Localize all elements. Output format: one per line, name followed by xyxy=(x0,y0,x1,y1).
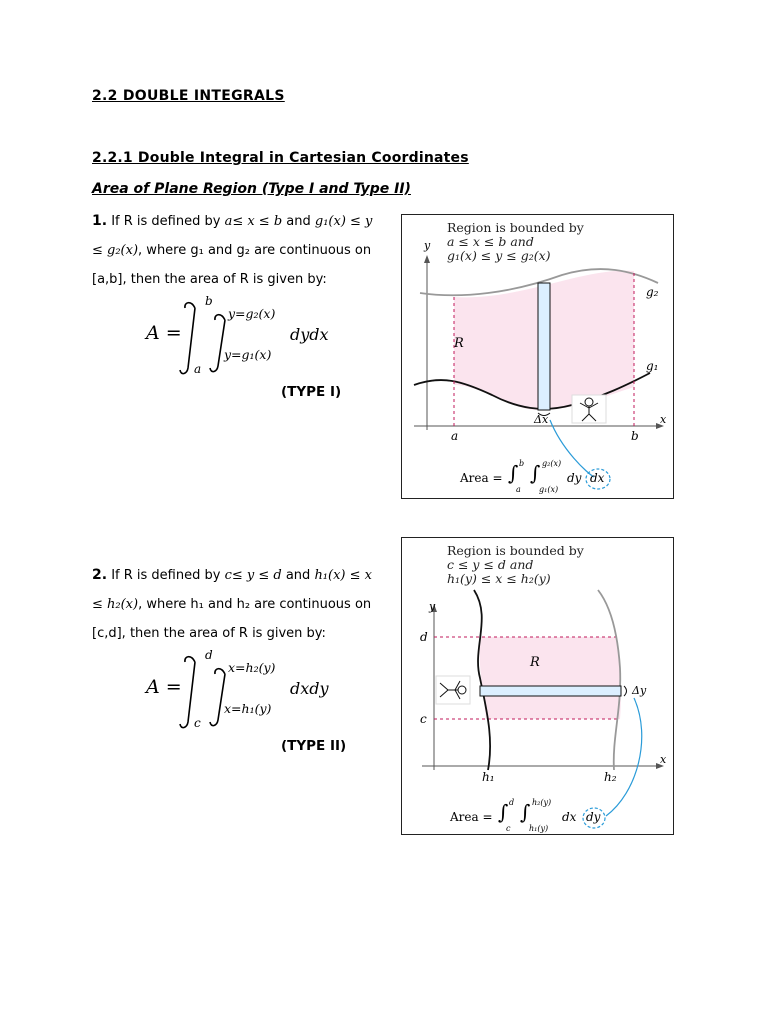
area-upper-inner: h₂(y) xyxy=(532,798,552,807)
x-axis-label: x xyxy=(660,753,667,766)
area-dx: dx xyxy=(562,810,577,824)
lower-limit-outer: a xyxy=(194,362,202,376)
lower-limit-inner: y=g₁(x) xyxy=(224,347,272,362)
upper-limit-outer: b xyxy=(205,294,213,308)
area-lower-outer: a xyxy=(516,485,521,494)
caption-line: a ≤ x ≤ b and xyxy=(447,234,534,249)
upper-limit-outer: d xyxy=(205,648,213,662)
area-lower-inner: h₁(y) xyxy=(529,824,549,833)
horizontal-strip xyxy=(480,686,621,696)
type1-formula xyxy=(140,292,370,382)
figure-area-formula xyxy=(460,461,660,495)
type2-number: 2. xyxy=(92,567,108,583)
type2-text-b: and xyxy=(281,568,315,583)
type2-text-c: , where h₁ and h₂ are continuous on [c,d], then the area of R is given by: xyxy=(92,597,372,641)
c-label: c xyxy=(420,712,427,726)
y-axis-label: y xyxy=(424,239,431,252)
differentials: dydx xyxy=(290,325,329,344)
type1-condition-y: g₁(x) ≤ y ≤ g₂(x) xyxy=(92,214,373,258)
b-label: b xyxy=(631,429,639,443)
d-label: d xyxy=(420,630,428,644)
caption-line: c ≤ y ≤ d and xyxy=(447,557,534,572)
area-lower-outer: c xyxy=(506,824,511,833)
type1-graph xyxy=(402,215,673,498)
area-dx: dx xyxy=(590,471,605,485)
stick-figure-icon xyxy=(436,676,470,704)
x-axis-label: x xyxy=(660,413,667,426)
type2-paragraph xyxy=(92,561,382,648)
section-title: 2.2 DOUBLE INTEGRALS xyxy=(92,88,285,104)
type2-formula xyxy=(140,646,370,736)
type1-text-b: and xyxy=(282,214,315,229)
area-upper-inner: g₂(x) xyxy=(542,459,562,468)
integral-icon: ∫ xyxy=(508,461,519,485)
area-upper-outer: b xyxy=(519,459,525,468)
caption-line: h₁(y) ≤ x ≤ h₂(y) xyxy=(447,571,551,586)
stick-figure-icon xyxy=(572,395,606,423)
differentials: dxdy xyxy=(290,679,329,698)
type2-label: (TYPE II) xyxy=(281,738,347,754)
type2-text-a: If R is defined by xyxy=(107,568,225,583)
delta-x-label: Δx xyxy=(534,413,549,426)
type2-condition-x: h₁(x) ≤ x ≤ h₂(x) xyxy=(92,568,372,612)
topic-title: Area of Plane Region (Type I and Type II) xyxy=(92,181,411,197)
subsection-title: 2.2.1 Double Integral in Cartesian Coordinates xyxy=(92,150,469,166)
g2-label: g₂ xyxy=(646,285,659,299)
delta-y-label: Δy xyxy=(632,684,647,697)
integral-icon: ∫ xyxy=(498,800,509,824)
type1-label: (TYPE I) xyxy=(281,384,342,400)
a-label: a xyxy=(451,429,459,443)
type1-condition-x: a≤ x ≤ b xyxy=(224,214,283,229)
h1-label: h₁ xyxy=(482,770,495,784)
lower-limit-outer: c xyxy=(194,716,201,730)
upper-limit-inner: x=h₂(y) xyxy=(228,660,276,675)
lower-limit-inner: x=h₁(y) xyxy=(224,701,272,716)
y-axis-arrow xyxy=(424,255,430,263)
type2-condition-y: c≤ y ≤ d xyxy=(224,568,282,583)
formula-lhs: A = xyxy=(146,676,182,698)
region-label: R xyxy=(454,336,464,351)
area-upper-outer: d xyxy=(509,798,515,807)
type1-figure xyxy=(401,214,674,499)
integral-icon: ∫ xyxy=(530,461,541,485)
area-lower-inner: g₁(x) xyxy=(539,485,559,494)
type1-paragraph xyxy=(92,207,382,294)
region-label: R xyxy=(530,655,540,670)
area-dy: dy xyxy=(567,471,582,485)
area-prefix: Area = xyxy=(450,810,493,824)
caption-line: Region is bounded by xyxy=(447,220,584,235)
caption-line: g₁(x) ≤ y ≤ g₂(x) xyxy=(447,248,551,263)
formula-lhs: A = xyxy=(146,322,182,344)
figure-area-formula xyxy=(450,800,650,834)
type2-figure xyxy=(401,537,674,835)
integral-icon: ∫ xyxy=(520,800,531,824)
type1-text-c: , where g₁ and g₂ are continuous on [a,b], then the area of R is given by: xyxy=(92,243,372,287)
y-axis-label: y xyxy=(429,600,436,613)
region-shading xyxy=(480,637,621,719)
area-dy: dy xyxy=(586,810,601,824)
g1-label: g₁ xyxy=(646,359,659,373)
upper-limit-inner: y=g₂(x) xyxy=(228,306,276,321)
h2-label: h₂ xyxy=(604,770,617,784)
type1-text-a: If R is defined by xyxy=(107,214,225,229)
caption-line: Region is bounded by xyxy=(447,543,584,558)
delta-brace xyxy=(624,686,627,696)
vertical-strip xyxy=(538,283,550,410)
area-prefix: Area = xyxy=(460,471,503,485)
type1-number: 1. xyxy=(92,213,108,229)
